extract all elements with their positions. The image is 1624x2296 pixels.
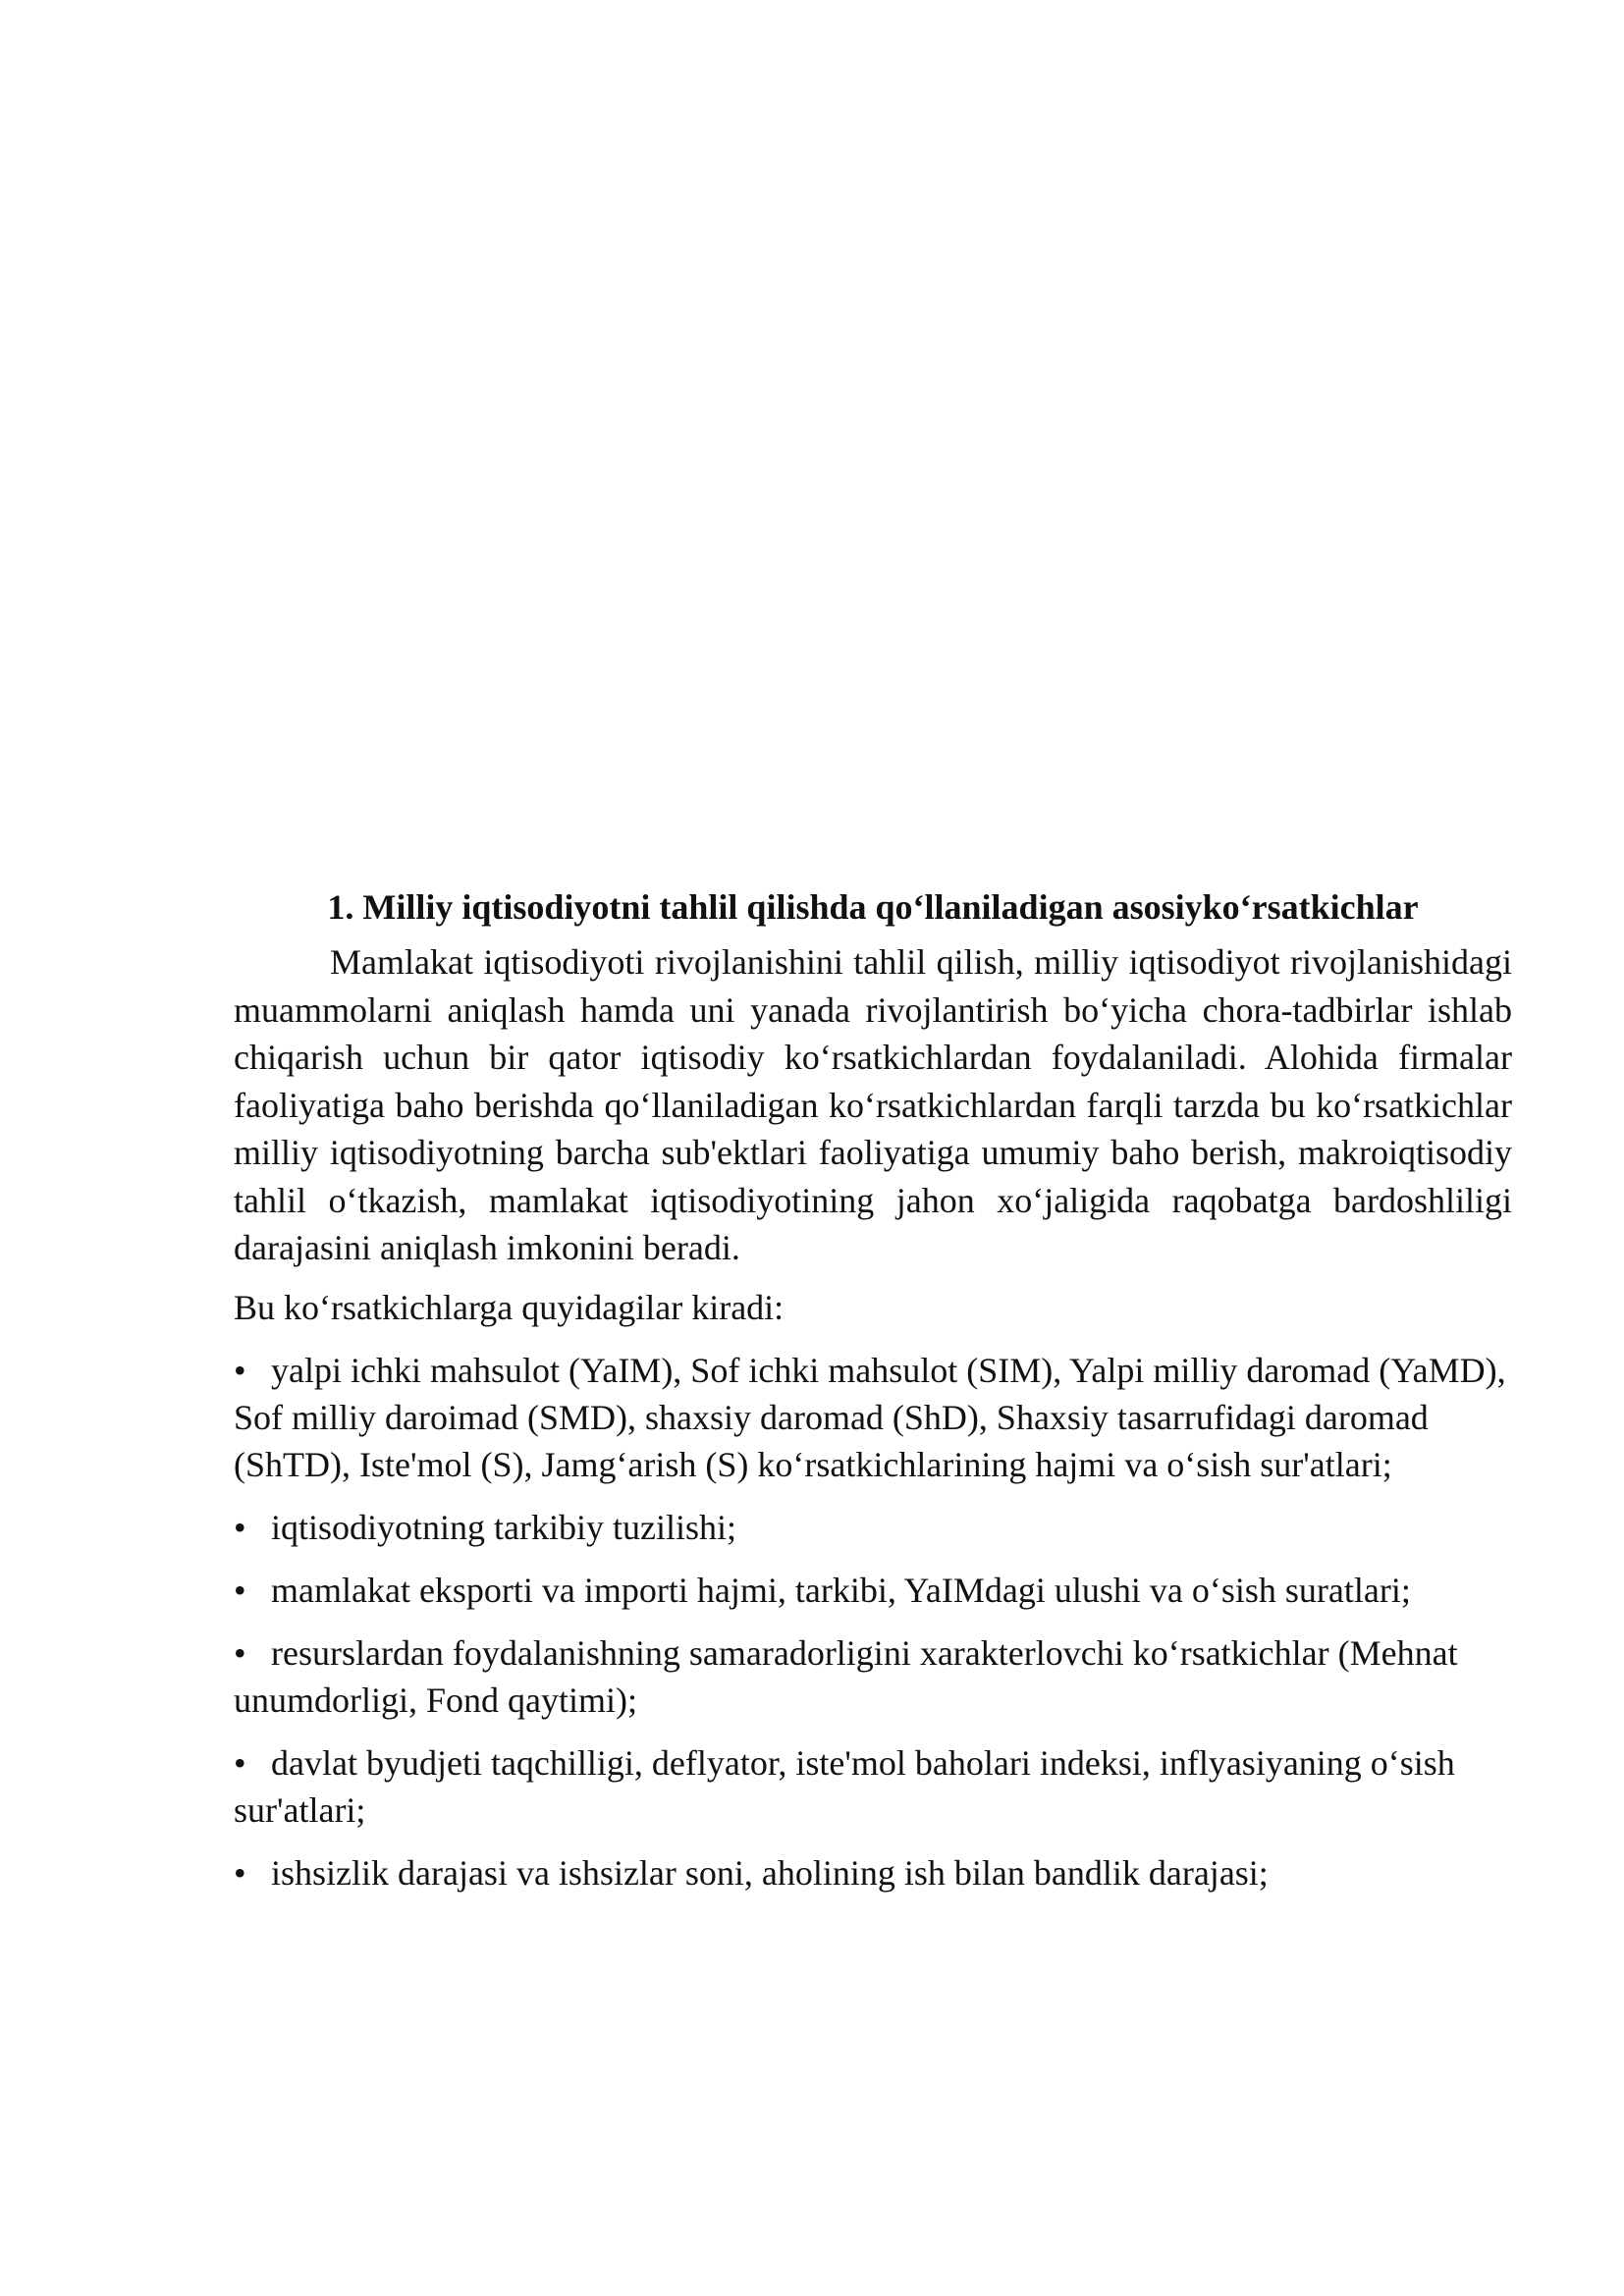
list-lead-text: Bu ko‘rsatkichlarga quyidagilar kiradi: (234, 1287, 785, 1327)
bullet-icon: • (234, 1742, 246, 1783)
list-item-text: resurslardan foydalanishning samaradorligini xarakterlovchi ko‘rsatkichlar (Mehnat unumdorligi, Fond qaytimi); (234, 1632, 1458, 1720)
bullet-icon: • (234, 1852, 246, 1893)
list-item (234, 1849, 1512, 1896)
list-item (234, 1347, 1512, 1488)
list-item (234, 1567, 1512, 1614)
list-item-text: davlat byudjeti taqchilligi, deflyator, iste'mol baholari indeksi, inflyasiyaning o‘sish sur'atlari; (234, 1742, 1455, 1830)
section-heading: 1. Milliy iqtisodiyotni tahlil qilishda qo‘llaniladigan asosiyko‘rsatkichlar (327, 887, 1419, 927)
list-item-text: mamlakat eksporti va importi hajmi, tarkibi, YaIMdagi ulushi va o‘sish suratlari; (271, 1570, 1411, 1610)
list-item-text: iqtisodiyotning tarkibiy tuzilishi; (271, 1507, 736, 1547)
list-item (234, 1504, 1512, 1551)
list-item-text: yalpi ichki mahsulot (YaIM), Sof ichki mahsulot (SIM), Yalpi milliy daromad (YaMD), Sof milliy daroimad (SMD), shaxsiy daromad (ShD), Shaxsiy tasarrufidagi daromad (ShTD), Iste'mol (S), Jamg‘arish (S) ko‘rsatkichlarining hajmi va o‘sish sur'atlari; (234, 1350, 1506, 1484)
list-item (234, 1629, 1512, 1724)
bullet-icon: • (234, 1507, 246, 1547)
document-content (234, 885, 1512, 1912)
bullet-icon: • (234, 1632, 246, 1673)
list-item (234, 1739, 1512, 1834)
bullet-icon: • (234, 1350, 246, 1390)
bullet-icon: • (234, 1570, 246, 1610)
list-item-text: ishsizlik darajasi va ishsizlar soni, aholining ish bilan bandlik darajasi; (271, 1852, 1269, 1893)
indicator-list (234, 1347, 1512, 1896)
intro-paragraph: Mamlakat iqtisodiyoti rivojlanishini tahlil qilish, milliy iqtisodiyot rivojlanishidagi muammolarni aniqlash hamda uni yanada rivojlantirish bo‘yicha chora-tadbirlar ishlab chiqarish uchun bir qator iqtisodiy ko‘rsatkichlardan foydalaniladi. Alohida firmalar faoliyatiga baho berishda qo‘llaniladigan ko‘rsatkichlardan farqli tarzda bu ko‘rsatkichlar milliy iqtisodiyotning barcha sub'ektlari faoliyatiga umumiy baho berish, makroiqtisodiy tahlil o‘tkazish, mamlakat iqtisodiyotining jahon xo‘jaligida raqobatga bardoshliligi darajasini aniqlash imkonini beradi. (234, 942, 1512, 1267)
